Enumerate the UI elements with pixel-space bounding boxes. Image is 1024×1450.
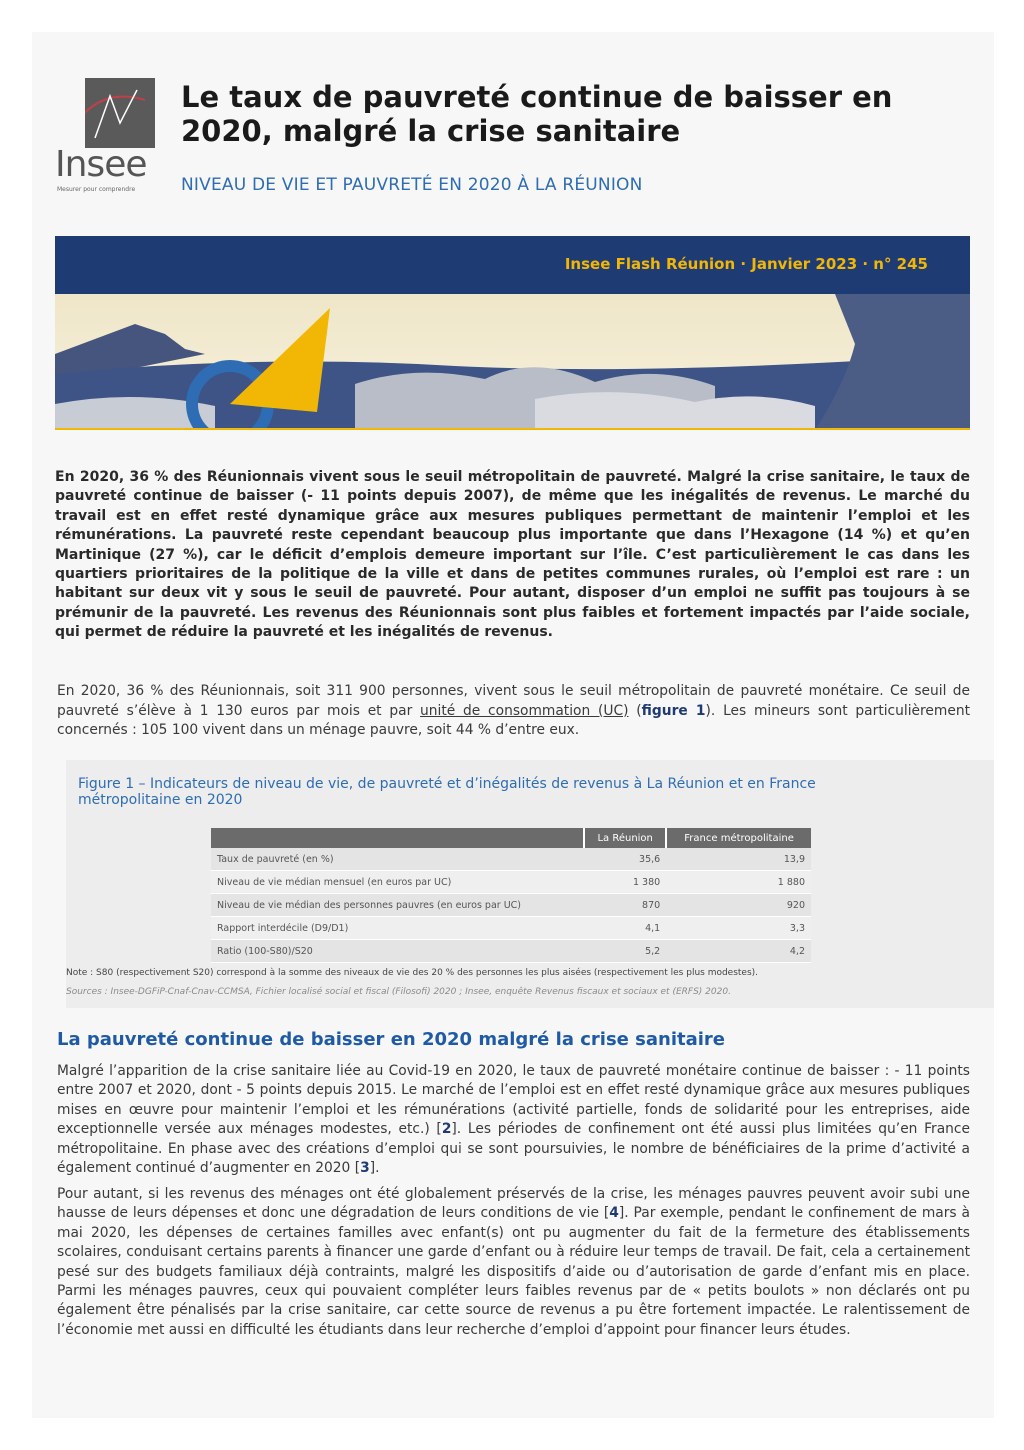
row-label: Taux de pauvreté (en %)	[211, 848, 584, 871]
section-heading: La pauvreté continue de baisser en 2020 malgré la crise sanitaire	[57, 1029, 725, 1050]
reunion-value: 870	[584, 894, 666, 917]
logo-tagline: Mesurer pour comprendre	[57, 186, 136, 193]
logo-graphic	[85, 78, 155, 148]
lead-paragraph: En 2020, 36 % des Réunionnais vivent sous le seuil métropolitain de pauvreté. Malgré la crise sanitaire, le taux de pauvreté continue de baisser (- 11 points depuis 2007), de même que les inégalités de revenus. Le marché du travail est en effet resté dynamique grâce aux mesures publiques permettant de maintenir l’emploi et les rémunérations. La pauvreté reste cependant beaucoup plus importante que dans l’Hexagone (14 %) et qu’en Martinique (27 %), car le déficit d’emplois demeure important sur l’île. C’est particulièrement le cas dans les quartiers prioritaires de la politique de la ville et dans de petites communes rurales, où l’emploi est rare : un habitant sur deux vit y sous le seuil de pauvreté. Pour autant, disposer d’un emploi ne suffit pas toujours à se prémunir de la pauvreté. Les revenus des Réunionnais sont plus faibles et fortement impactés par l’aide sociale, qui permet de réduire la pauvreté et les inégalités de revenus.	[55, 469, 970, 641]
figure-title: Figure 1 – Indicateurs de niveau de vie, de pauvreté et d’inégalités de revenus à La Réunion et en France métropolitaine en 2020	[78, 776, 816, 808]
figure-1-link[interactable]: figure 1	[641, 702, 706, 719]
publication-banner	[55, 236, 970, 294]
table-row	[211, 894, 811, 917]
table-row	[211, 871, 811, 894]
france-value: 4,2	[666, 940, 811, 963]
text-span: (	[628, 702, 642, 719]
text-span: ].	[369, 1160, 380, 1177]
text-span: Pour autant, si les revenus des ménages ont été globalement préservés de la crise, les ménages pauvres peuvent avoir subi une hausse de leurs dépenses et donc une dégradation de leurs conditions de vie [	[57, 1186, 970, 1222]
page-title: Le taux de pauvreté continue de baisser en 2020, malgré la crise sanitaire	[181, 80, 893, 148]
table-row	[211, 917, 811, 940]
figure-source: Sources : Insee-DGFiP-Cnaf-Cnav-CCMSA, Fichier localisé social et fiscal (Filosofi) 2020 ; Insee, enquête Revenus fiscaux et sociaux et (ERFS) 2020.	[66, 987, 731, 997]
row-label: Niveau de vie médian mensuel (en euros par UC)	[211, 871, 584, 894]
row-label: Niveau de vie médian des personnes pauvres (en euros par UC)	[211, 894, 584, 917]
reference-2-link[interactable]: 2	[441, 1121, 452, 1138]
text-span: ]. Les périodes de confinement ont été aussi plus limitées qu’en France métropolitaine. En phase avec des créations d’emploi qui se sont poursuivies, le nombre de bénéficiaires de la prime d’activité a également continué d’augmenter en 2020 [	[57, 1121, 970, 1177]
figure-note: Note : S80 (respectivement S20) correspond à la somme des niveaux de vie des 20 % des personnes les plus aisées (respectivement les plus modestes).	[66, 968, 759, 978]
reunion-value: 4,1	[584, 917, 666, 940]
table-row	[211, 940, 811, 963]
reunion-value: 1 380	[584, 871, 666, 894]
banner-illustration	[55, 294, 970, 430]
indicator-table	[211, 828, 811, 963]
france-value: 1 880	[666, 871, 811, 894]
text-span: Malgré l’apparition de la crise sanitaire liée au Covid-19 en 2020, le taux de pauvreté monétaire continue de baisser : - 11 points entre 2007 et 2020, dont - 5 points depuis 2015. Le marché de l’emploi est en effet resté dynamique grâce aux mesures publiques mises en œuvre pour maintenir l’emploi et les rémunérations (activité partielle, fonds de solidarité pour les entreprises, aide exceptionnelle versée aux ménages modestes, etc.) [	[57, 1063, 970, 1138]
row-label: Rapport interdécile (D9/D1)	[211, 917, 584, 940]
france-value: 13,9	[666, 848, 811, 871]
reunion-value: 5,2	[584, 940, 666, 963]
insee-logo	[55, 78, 159, 198]
reference-3-link[interactable]: 3	[360, 1160, 370, 1177]
uc-link[interactable]: unité de consommation (UC)	[420, 702, 629, 719]
intro-paragraph	[57, 682, 970, 741]
text-span: En 2020, 36 % des Réunionnais, soit 311 900 personnes, vivent sous le seuil métropolitain de pauvreté monétaire. Ce seuil de pauvreté s’élève à 1 130 euros par mois et par	[57, 683, 970, 719]
reference-4-link[interactable]: 4	[609, 1205, 619, 1222]
france-value: 3,3	[666, 917, 811, 940]
page-subtitle: NIVEAU DE VIE ET PAUVRETÉ EN 2020 À LA RÉUNION	[181, 175, 643, 195]
row-label: Ratio (100-S80)/S20	[211, 940, 584, 963]
publication-label: Insee Flash Réunion · Janvier 2023 · n° 245	[564, 255, 928, 273]
text-span: ). Les mineurs sont particulièrement concernés : 105 100 vivent dans un ménage pauvre, soit 44 % d’entre eux.	[57, 702, 970, 738]
table-header-blank	[211, 828, 584, 848]
table-header-reunion: La Réunion	[584, 828, 666, 848]
logo-wordmark: Insee	[55, 144, 147, 185]
table-header-france: France métropolitaine	[666, 828, 811, 848]
france-value: 920	[666, 894, 811, 917]
section-paragraph-1	[57, 1062, 970, 1178]
table-row	[211, 848, 811, 871]
text-span: ]. Par exemple, pendant le confinement de mars à mai 2020, les dépenses de certaines familles avec enfant(s) ont pu augmenter du fait de la fermeture des établissements scolaires, conduisant certains parents à financer une garde d’enfant ou à réduire leur temps de travail. De fait, cela a certainement pesé sur des budgets familiaux déjà contraints, malgré les dispositifs d’aide ou d’autorisation de garde d’enfant mis en place. Parmi les ménages pauvres, ceux qui pouvaient compléter leurs faibles revenus par de « petits boulots » non déclarés ont pu également être pénalisés par la crise sanitaire, car cette source de revenus a pu être fortement impactée. Le ralentissement de l’économie met aussi en difficulté les étudiants dans leur recherche d’emploi d’appoint pour financer leurs études.	[57, 1205, 970, 1338]
reunion-value: 35,6	[584, 848, 666, 871]
section-paragraph-2	[57, 1185, 970, 1340]
table-header-row	[211, 828, 811, 848]
